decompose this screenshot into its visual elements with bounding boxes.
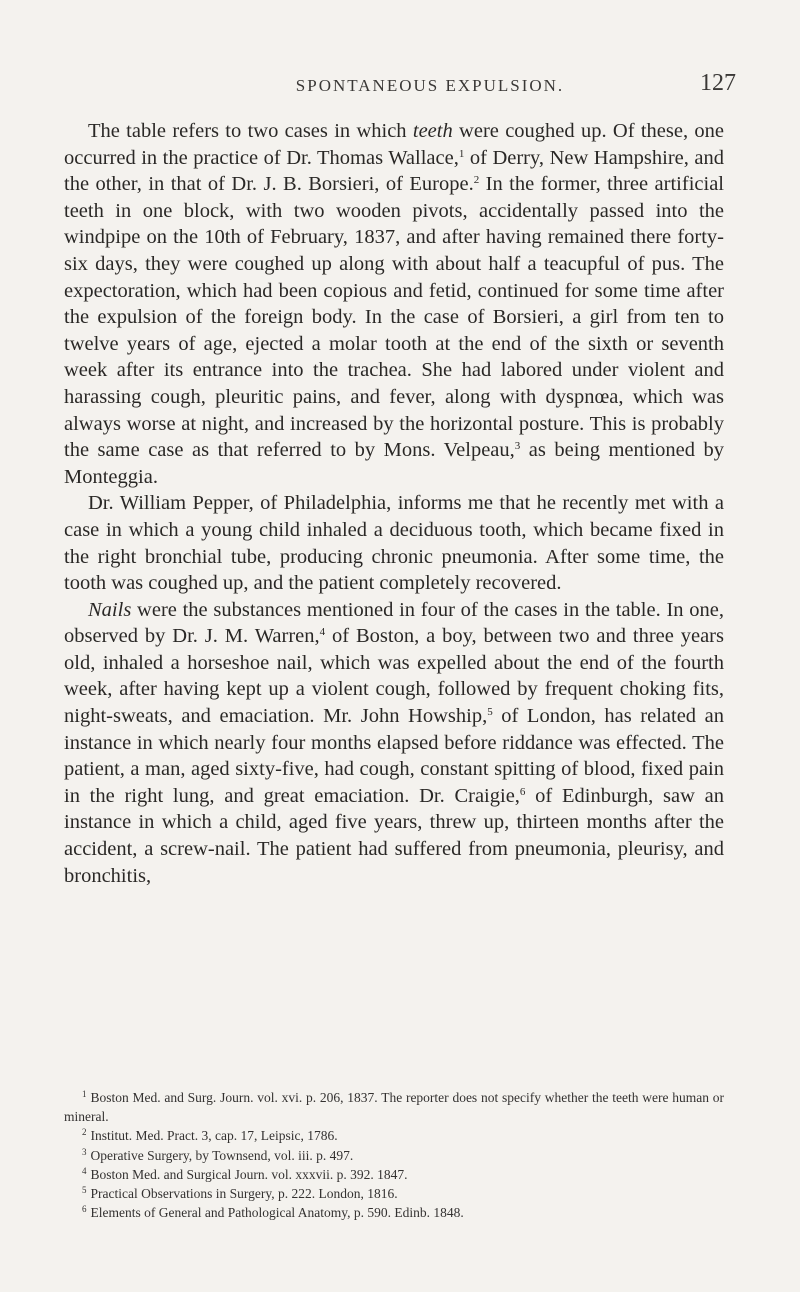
footnote-text: Practical Observations in Surgery, p. 222. London, 1816. (90, 1186, 398, 1202)
footnote-text: Boston Med. and Surg. Journ. vol. xvi. p. 206, 1837. The reporter does not specify whether the teeth were human or mineral. (64, 1090, 724, 1125)
text-run: of Boston, a boy, between two and three years old, inhaled a horseshoe nail, which was expelled about the end of the fourth week, after having kept up a violent cough, followed by frequent choking fits, night-sweats, and emaciation. Mr. John Howship, (64, 625, 724, 728)
text-run: of London, has related an instance in which nearly four months elapsed before riddance was effected. The patient, a man, aged sixty-five, had cough, constant spitting of blood, fixed pain in the right lung, and great emaciation. Dr. Craigie, (64, 705, 724, 807)
footnote-mark: 5 (82, 1185, 87, 1196)
footnote-5 (64, 1184, 724, 1203)
footnote-text: Operative Surgery, by Townsend, vol. iii. p. 497. (90, 1147, 354, 1163)
italic-term-teeth: teeth (412, 120, 453, 142)
footnote-ref-4: 4 (319, 626, 326, 639)
text-run: were coughed up. Of these, one occurred in the practice of Dr. Thomas Wallace, (64, 120, 725, 169)
text-run: The table refers to two cases in which (88, 120, 413, 142)
paragraph-nails (64, 597, 724, 890)
footnotes (64, 1088, 724, 1222)
text-run: In the former, three artificial teeth in one block, with two wooden pivots, accidentally passed into the windpipe on the 10th of February, 1837, and after having remained there forty-six days, they were coughed up along with about half a teacupful of pus. The expectoration, which had been copious and fetid, continued for some time after the expulsion of the foreign body. In the case of Borsieri, a girl from ten to twelve years of age, ejected a molar tooth at the end of the sixth or seventh week after its entrance into the trachea. She had labored under violent and harassing cough, pleuritic pains, and fever, along with dyspnœa, which was always worse at night, and increased by the horizontal posture. This is probably the same case as that referred to by Mons. Velpeau, (64, 173, 724, 462)
footnote-text: Boston Med. and Surgical Journ. vol. xxxvii. p. 392. 1847. (90, 1166, 408, 1182)
footnote-3 (64, 1146, 724, 1165)
footnote-mark: 1 (82, 1089, 87, 1099)
text-run: as being mentioned by Monteggia. (64, 439, 725, 488)
italic-term-nails: Nails (88, 598, 132, 621)
footnote-ref-5: 5 (487, 706, 493, 719)
page-number: 127 (700, 70, 736, 96)
text-run: of Edinburgh, saw an instance in which a child, aged five years, threw up, thirteen months after the accident, a screw-nail. The patient had suffered from pneumonia, pleurisy, and bronchitis, (64, 784, 724, 887)
footnote-text: Institut. Med. Pract. 3, cap. 17, Leipsic, 1786. (90, 1128, 338, 1144)
footnote-1 (64, 1088, 724, 1126)
footnote-mark: 4 (82, 1165, 87, 1176)
footnote-ref-1: 1 (458, 147, 465, 160)
footnote-ref-2: 2 (473, 174, 480, 187)
paragraph-pepper: Dr. William Pepper, of Philadelphia, informs me that he recently met with a case in which a young child inhaled a deciduous tooth, which became fixed in the right bronchial tube, producing chronic pneumonia. After some time, the tooth was coughed up, and the patient completely recovered. (64, 492, 724, 595)
footnote-mark: 6 (82, 1204, 87, 1215)
footnote-text: Elements of General and Pathological Anatomy, p. 590. Edinb. 1848. (90, 1205, 464, 1221)
footnote-ref-6: 6 (519, 785, 526, 798)
footnote-mark: 2 (82, 1127, 87, 1138)
footnote-ref-3: 3 (514, 440, 521, 453)
paragraph-teeth (64, 118, 724, 490)
footnote-6 (64, 1203, 724, 1222)
text-run: of Derry, New Hampshire, and the other, in that of Dr. J. B. Borsieri, of Europe. (64, 146, 724, 196)
text-run: were the substances mentioned in four of the cases in the table. In one, observed by Dr. J. M. Warren, (64, 598, 724, 648)
running-head: SPONTANEOUS EXPULSION. (295, 76, 565, 95)
footnote-mark: 3 (82, 1146, 87, 1157)
footnote-2 (64, 1126, 724, 1145)
footnote-4 (64, 1165, 724, 1184)
body-text (64, 118, 724, 889)
